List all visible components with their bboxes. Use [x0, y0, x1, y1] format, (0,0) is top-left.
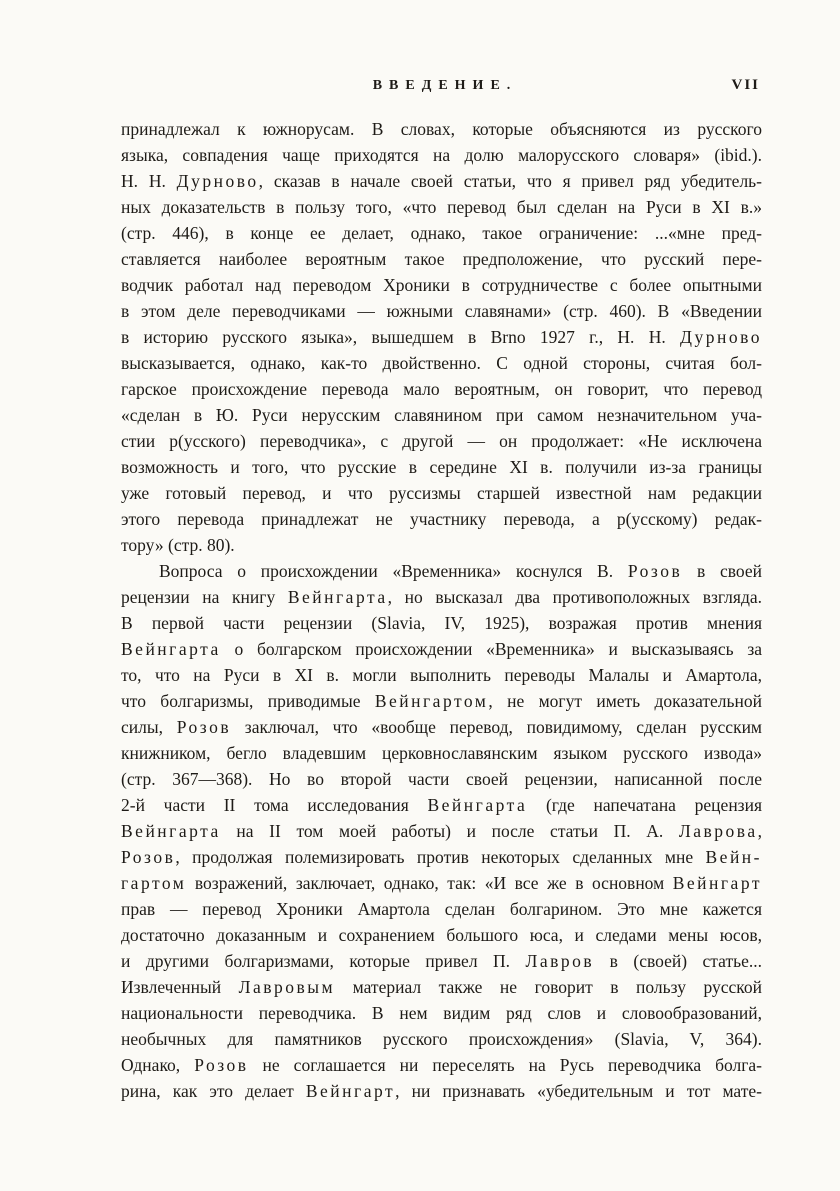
text-line: этого перевода принадлежат не участнику перевода, а р(усскому) редак- — [121, 509, 762, 529]
text-line: Вейнгарта на II том моей работы) и после статьи П. А. Лаврова, — [121, 821, 762, 841]
letterspaced-name: Вейнгарт — [121, 821, 211, 841]
text-line: достаточно доказанным и сохранением большого юса, и следами мены юсов, — [121, 925, 762, 945]
letterspaced-name: Розов — [176, 717, 232, 737]
letterspaced-name: Розов — [194, 1055, 249, 1075]
text-line: принадлежал к южнорусам. В словах, которые объясняются из русского — [121, 119, 762, 139]
running-head-title: ВВЕДЕНИЕ. — [372, 78, 518, 93]
text-line: то, что на Руси в XI в. могли выполнить переводы Малалы и Амартола, — [121, 665, 762, 685]
text-line: уже готовый перевод, и что руссизмы старшей известной нам редакции — [121, 483, 762, 503]
text-line: национальности переводчика. В нем видим ряд слов и словообразований, — [121, 1003, 762, 1023]
text-line: стии р(усского) переводчика», с другой — он продолжает: «Не исключена — [121, 431, 762, 451]
text-body — [121, 116, 762, 1104]
letterspaced-name: Вейнгарт — [287, 587, 378, 607]
letterspaced-name: Вейнгарта — [121, 639, 221, 659]
text-line: водчик работал над переводом Хроники в сотрудничестве с более опытными — [121, 275, 762, 295]
text-line: рецензии на книгу Вейнгарта, но высказал два противоположных взгляда. — [121, 587, 762, 607]
text-line: Извлеченный Лавровым материал также не говорит в пользу русской — [121, 977, 762, 997]
text-line: Вопроса о происхождении «Временника» коснулся В. Розов в своей — [159, 561, 762, 581]
text-line: рина, как это делает Вейнгарт, ни признавать «убедительным и тот мате- — [121, 1081, 762, 1101]
text-line: в историю русского языка», вышедшем в Brno 1927 г., Н. Н. Дурново — [121, 327, 762, 347]
letterspaced-name: Вейнгарт — [374, 691, 464, 711]
text-line: гартом возражений, заключает, однако, так: «И все же в основном Вейнгарт — [121, 873, 762, 893]
text-line: в этом деле переводчиками — южными славянами» (стр. 460). В «Введении — [121, 301, 762, 321]
letterspaced-name: Лавровым — [238, 977, 336, 997]
letterspaced-name: Розов — [627, 561, 683, 581]
text-line: тору» (стр. 80). — [121, 535, 235, 555]
letterspaced-name: Вейнгарт — [672, 873, 762, 893]
letterspaced-name: Розов — [121, 847, 176, 867]
letterspaced-name: Вейн- — [705, 847, 762, 867]
paragraph — [121, 116, 762, 558]
letterspaced-name: Вейнгарта — [427, 795, 528, 815]
letterspaced-name: Вейнгарта — [121, 821, 221, 841]
letterspaced-name: Дурново — [680, 327, 762, 347]
text-line: книжником, бегло владевшим церковнославянским языком русского извода» — [121, 743, 762, 763]
text-line: ных доказательств в пользу того, «что перевод был сделан на Руси в XI в.» — [121, 197, 762, 217]
text-line: Вейнгарта о болгарском происхождении «Временника» и высказываясь за — [121, 639, 762, 659]
text-line: (стр. 446), в конце ее делает, однако, такое ограничение: ...«мне пред- — [121, 223, 762, 243]
letterspaced-name: Вейнгарта — [287, 587, 388, 607]
letterspaced-name: Вейнгартом — [374, 691, 489, 711]
letterspaced-name: Лаврова — [678, 821, 758, 841]
letterspaced-name: Лавров — [525, 951, 595, 971]
text-line: ставляется наиболее вероятным такое предположение, что русский пере- — [121, 249, 762, 269]
letterspaced-name: гартом — [121, 873, 187, 893]
letterspaced-name: Дурново — [176, 171, 259, 191]
text-line: «сделан в Ю. Руси нерусским славянином при самом незначительном уча- — [121, 405, 762, 425]
text-line: Однако, Розов не соглашается ни переселять на Русь переводчика болга- — [121, 1055, 762, 1075]
text-line: (стр. 367—368). Но во второй части своей рецензии, написанной после — [121, 769, 762, 789]
text-line: необычных для памятников русского происхождения» (Slavia, V, 364). — [121, 1029, 762, 1049]
text-line: и другими болгаризмами, которые привел П. Лавров в (своей) статье... — [121, 951, 762, 971]
text-line: Розов, продолжая полемизировать против некоторых сделанных мне Вейн- — [121, 847, 762, 867]
page-header — [121, 78, 762, 102]
text-line: силы, Розов заключал, что «вообще перевод, повидимому, сделан русским — [121, 717, 762, 737]
text-line: 2-й части II тома исследования Вейнгарта (где напечатана рецензия — [121, 795, 762, 815]
letterspaced-name: Вейнгарт — [305, 1081, 396, 1101]
text-line: высказывается, однако, как-то двойственно. С одной стороны, считая бол- — [121, 353, 762, 373]
letterspaced-name: Лавров — [678, 821, 748, 841]
text-line: языка, совпадения чаще приходятся на долю малорусского словаря» (ibid.). — [121, 145, 762, 165]
paragraph — [121, 558, 762, 1104]
text-line: В первой части рецензии (Slavia, IV, 1925), возражая против мнения — [121, 613, 762, 633]
letterspaced-name: Вейнгарт — [427, 795, 517, 815]
text-line: прав — перевод Хроники Амартола сделан болгарином. Это мне кажется — [121, 899, 762, 919]
text-line: что болгаризмы, приводимые Вейнгартом, не могут иметь доказательной — [121, 691, 762, 711]
text-line: возможность и того, что русские в середине XI в. получили из-за границы — [121, 457, 762, 477]
letterspaced-name: Вейнгарт — [121, 639, 211, 659]
text-line: гарское происхождение перевода мало вероятным, он говорит, что перевод — [121, 379, 762, 399]
page-number: VII — [731, 77, 760, 93]
letterspaced-name: Лавров — [238, 977, 308, 997]
text-line: Н. Н. Дурново, сказав в начале своей статьи, что я привел ряд убедитель- — [121, 171, 762, 191]
